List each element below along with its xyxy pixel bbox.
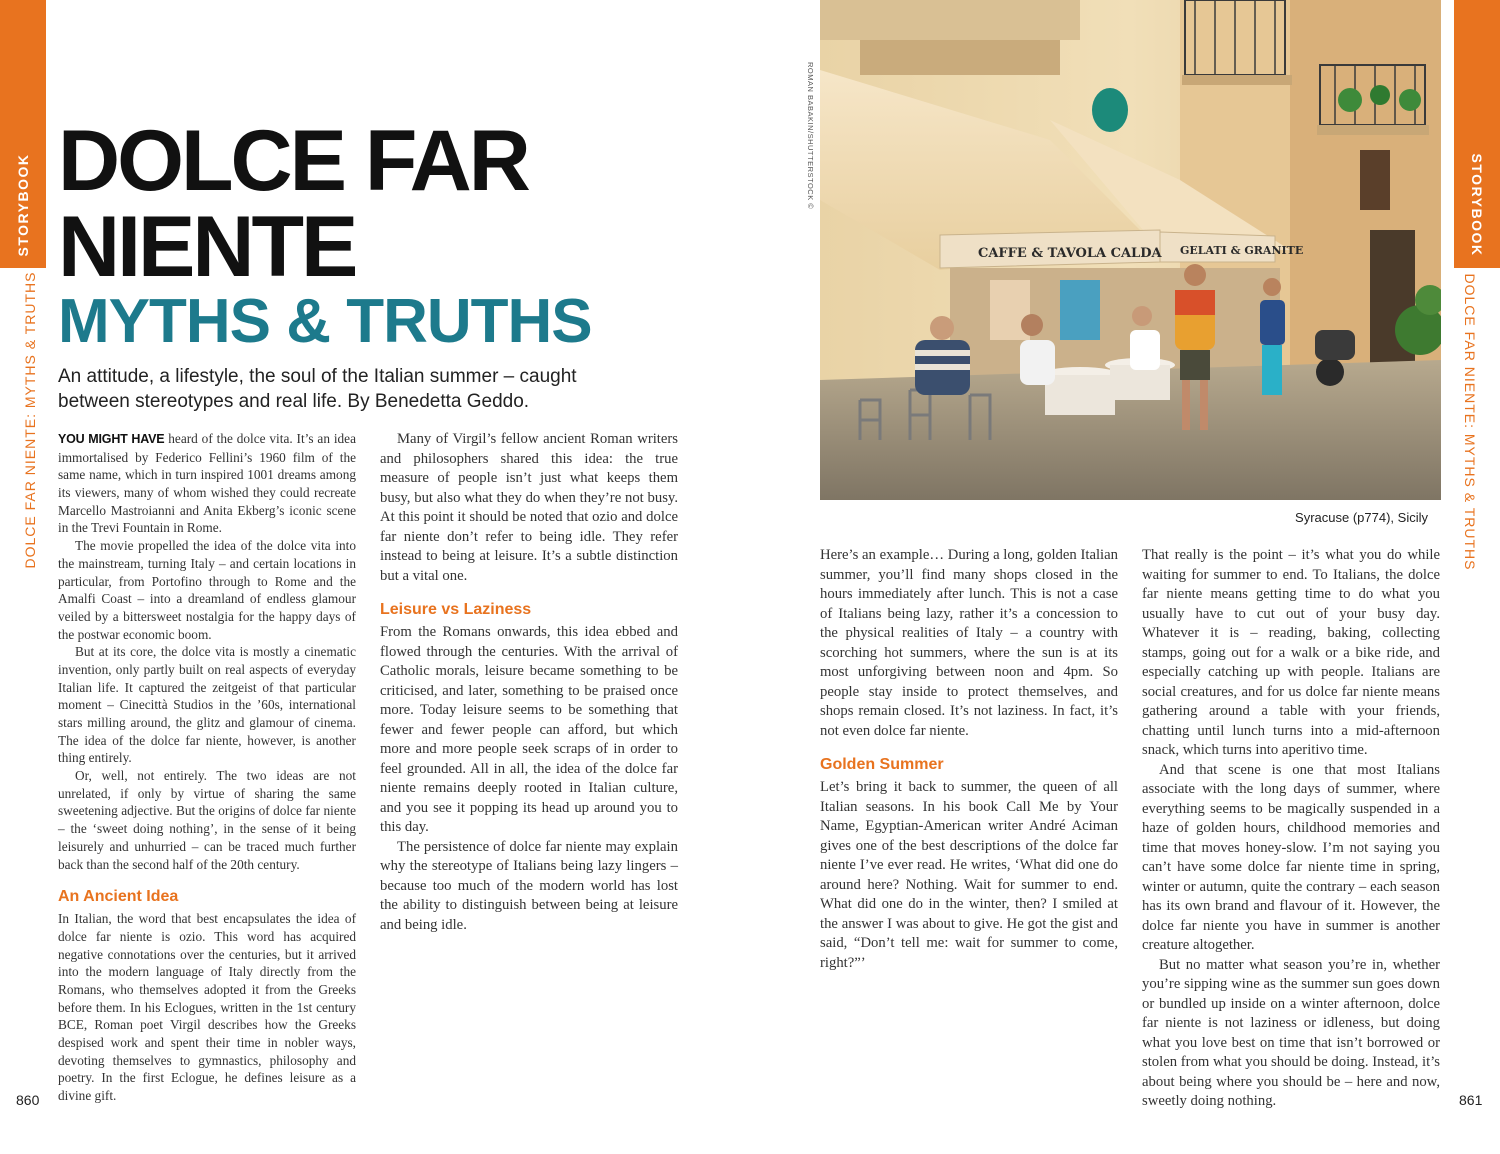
gelati-sign-text: GELATI & GRANITE	[1180, 244, 1304, 257]
section-tab-label: STORYBOOK	[1469, 153, 1485, 257]
section-tab-left	[0, 0, 46, 268]
body-paragraph: Many of Virgil’s fellow ancient Roman writers and philosophers shared this idea: the true measure of people isn’t just what keeps them busy, but also what they do when they’re not busy. At this point it should be noted that ozio and dolce far niente don’t refer to being idle. They refer instead to being at leisure. It’s a subtle distinction but a vital one.	[380, 431, 678, 584]
section-tab-label: STORYBOOK	[15, 153, 31, 257]
body-paragraph: Let’s bring it back to summer, the queen of all Italian seasons. In his book Call Me by Your Name, Egyptian-American writer André Aciman gives one of the best descriptions of the dolce far niente I’ve ever read. He writes, ‘What did one do around here? Nothing. Wait for summer to end. What did one do in the winter, then? I smiled at the answer I was about to give. He got the gist and said, “Don’t tell me: wait for summer to come, right?”’	[820, 779, 1118, 971]
body-paragraph: From the Romans onwards, this idea ebbed and flowed through the centuries. With the arrival of Catholic morals, leisure became something to be criticised, and later, something to be praised once more. Today leisure seems to be something that fewer and fewer people can afford, but which more and more people seek scraps of in order to feel grounded. All in all, the idea of the dolce far niente remains deeply rooted in Italian culture, and you see it popping its head up around you to this day.	[380, 624, 678, 835]
standfirst: An attitude, a lifestyle, the soul of the Italian summer – caught between stereotypes and real life. By Benedetta Geddo.	[58, 366, 577, 412]
section-tab-right	[1454, 0, 1500, 268]
body-paragraph: Or, well, not entirely. The two ideas are not unrelated, if only by virtue of sharing the same sweetening adjective. But the origins of dolce far niente – the ‘sweet doing nothing’, in the sense of it being leisurely and unhurried – can be traced much further back than the second half of the 20th century.	[58, 768, 356, 872]
running-head-right: DOLCE FAR NIENTE: MYTHS & TRUTHS	[1462, 273, 1478, 571]
heading-ancient-idea: An Ancient Idea	[58, 888, 179, 906]
photo-credit: ROMAN BABAKIN/SHUTTERSTOCK ©	[806, 62, 815, 210]
body-paragraph: Here’s an example… During a long, golden Italian summer, you’ll find many shops closed in the hours immediately after lunch. This is not a case of Italians being lazy, rather it’s a concession to the physical realities of Italy – a country with scorching hot summers, where the sun is at its most unforgiving between noon and 4pm. So people stay inside to protect themselves, and shops remain closed. It’s not laziness. In fact, it’s not even dolce far niente.	[820, 547, 1118, 739]
street-scene-illustration	[820, 0, 1441, 500]
body-paragraph: YOU MIGHT HAVE heard of the dolce vita. It’s an idea immortalised by Federico Fellini’s 1960 film of the same name, which in turn inspired 1001 dreams among its viewers, many of whom wished they could recreate Marcello Mastroianni and Anita Ekberg’s iconic scene in the Trevi Fountain in Rome.	[58, 431, 356, 536]
body-paragraph: In Italian, the word that best encapsulates the idea of dolce far niente is ozio. This word has acquired negative connotations over the centuries, but it arrived into the modern language of Italy directly from the Romans, who themselves adopted it from the Greeks before them. In his Eclogues, written in the 1st century BCE, Roman poet Virgil describes how the Greeks despised work and spent their time in nobler ways, devoting themselves to gymnastics, philosophy and poetry. In the first Eclogue, he defines leisure as a divine gift.	[58, 911, 356, 1104]
body-paragraph: The persistence of dolce far niente may explain why the stereotype of Italians being lazy lingers – because too much of the modern world has lost the ability to distinguish between being at leisure and being idle.	[380, 838, 678, 933]
article-subtitle: MYTHS & TRUTHS	[58, 287, 592, 356]
photo-syracuse-cafe	[820, 0, 1441, 500]
body-column-1	[58, 430, 356, 1105]
running-head-left: DOLCE FAR NIENTE: MYTHS & TRUTHS	[22, 271, 38, 569]
body-paragraph: And that scene is one that most Italians associate with the long days of summer, where everything seems to be magically suspended in a haze of golden hours, childhood memories and time that moves honey-slow. I’m not saying you can’t have some dolce far niente time in spring, winter or autumn, quite the contrary – each season has its own brand and flavour of it. However, the dolce far niente you have in summer is another creature altogether.	[1142, 761, 1440, 953]
heading-golden-summer: Golden Summer	[820, 756, 944, 773]
body-paragraph: But no matter what season you’re in, whether you’re sipping wine as the summer sun goes down or bundled up inside on a winter afternoon, dolce far niente is not laziness or idleness, but doing what you love best on time that isn’t borrowed or stolen from what you should be doing. Instead, it’s about being where you should be – here and now, sweetly doing nothing.	[1142, 956, 1440, 1109]
body-paragraph: The movie propelled the idea of the dolce vita into the mainstream, turning Italy – and certain locations in particular, from Portofino through to Rome and the Amalfi Coast – into a dreamland of endless glamour veiled by a bittersweet nostalgia for the happy days of the postwar economic boom.	[58, 538, 356, 642]
heading-leisure: Leisure vs Laziness	[380, 601, 532, 618]
page-number-right: 861	[1459, 1092, 1483, 1108]
title-line-1: DOLCE FAR	[58, 113, 528, 209]
body-column-2	[380, 430, 678, 935]
page-number-left: 860	[16, 1092, 40, 1108]
article-title	[58, 113, 528, 295]
body-column-4	[1142, 546, 1440, 1112]
photo-caption: Syracuse (p774), Sicily	[1295, 510, 1428, 525]
title-line-2: NIENTE	[58, 199, 356, 295]
lead-in: YOU MIGHT HAVE	[58, 432, 165, 446]
body-paragraph: But at its core, the dolce vita is mostly a cinematic invention, only partly built on real aspects of everyday Italian life. It captured the zeitgeist of that particular moment – Cinecittà Studios in the ’60s, international stars milling around, the glitz and glamour of cinema. The idea of the dolce far niente, however, is another thing entirely.	[58, 644, 356, 766]
body-paragraph: That really is the point – it’s what you do while waiting for summer to end. To Italians, the dolce far niente means getting time to do what you usually have to cut out of your busy day. Whatever it is – reading, baking, collecting stamps, going out for a walk or a bike ride, and especially catching up with people. Italians are social creatures, and for us dolce far niente means gathering around a table with your friends, chatting until lunch turns into a mid-afternoon snack, which turns into aperitivo time.	[1142, 547, 1440, 758]
cafe-sign-text: CAFFE & TAVOLA CALDA	[978, 246, 1162, 261]
body-column-3	[820, 546, 1118, 973]
